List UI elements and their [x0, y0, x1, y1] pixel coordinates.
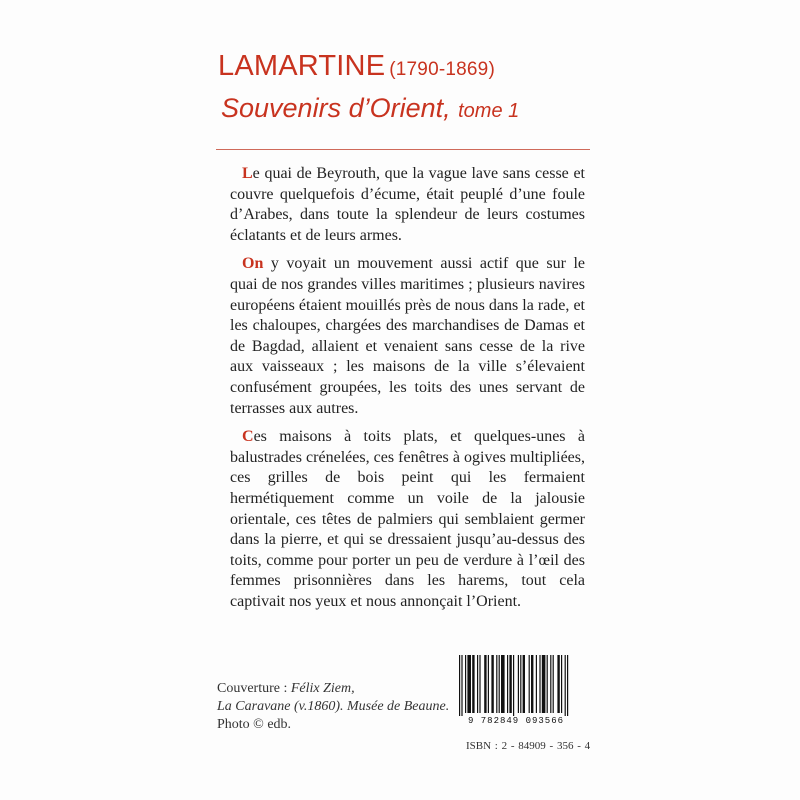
barcode-bars: [455, 655, 577, 719]
barcode-bar: [465, 655, 466, 713]
paragraph-3: [230, 427, 585, 612]
barcode-bar: [550, 655, 551, 713]
barcode-bar: [536, 655, 537, 713]
dropcap-3: C: [242, 428, 254, 446]
barcode-bar: [565, 655, 566, 719]
author-dates: (1790-1869): [389, 59, 495, 80]
paragraph-1: [230, 164, 585, 246]
credit-work: La Caravane (v.1860). Musée de Beaune.: [217, 699, 450, 714]
dropcap-1: L: [242, 165, 253, 182]
paragraph-text-1: e quai de Beyrouth, que la vague lave sans cesse et couvre quelquefois d’écume, était peuplé d’une foule d’Arabes, dans toute la splendeur de leurs costumes éclatants et de leurs armes.: [230, 165, 585, 244]
isbn: ISBN : 2 - 84909 - 356 - 4: [466, 740, 591, 752]
barcode-bar: [488, 655, 489, 713]
barcode-bar: [567, 655, 568, 719]
title-divider: [216, 149, 590, 150]
barcode-bar: [499, 655, 500, 713]
barcode-bar: [479, 655, 480, 713]
barcode-bar: [531, 655, 533, 713]
excerpt-text: [230, 164, 585, 612]
barcode-bar: [467, 655, 471, 713]
barcode-bar: [491, 655, 493, 713]
paragraph-text-2: y voyait un mouvement aussi actif que sur le quai de nos grandes villes maritimes ; plusieurs navires européens étaient mouillés près de nous dans la rade, et les chaloupes, chargées des marchandises de Damas et de Bagdad, allaient et venaient sans cesse de la rive aux vaisseaux ; les maisons de la ville s’élevaient confusément groupées, les toits des unes servant de terrasses aux autres.: [230, 255, 585, 417]
barcode-bar: [539, 655, 540, 713]
credit-artist: Félix Ziem,: [290, 681, 355, 696]
paragraph-2: [230, 254, 585, 419]
barcode-bar: [507, 655, 508, 713]
barcode-bar: [484, 655, 486, 713]
credit-line-1: [217, 680, 449, 698]
barcode-bar: [461, 655, 462, 719]
cover-credit: [217, 680, 449, 734]
dropcap-2: On: [242, 255, 264, 273]
barcode-bar: [547, 655, 548, 713]
barcode-bar: [542, 655, 546, 713]
title-text: Souvenirs d’Orient,: [221, 93, 451, 123]
barcode-bar: [520, 655, 521, 713]
paragraph-text-3: es maisons à toits plats, et quelques-unes à balustrades crénelées, ces fenêtres à ogives multipliées, ces grilles de bois peint qui les fermaient hermétiquement comme un voile de la jalousie orientale, ces têtes de palmiers qui semblaient germer dans la pierre, et qui se dressaient jusqu’au-dessus des toits, comme pour porter un peu de verdure à l’œil des femmes prisonnières dans les harems, tout cela captivait nos yeux et nous annonçait l’Orient.: [230, 428, 585, 610]
barcode-bar: [496, 655, 497, 713]
barcode-bar: [472, 655, 474, 713]
barcode-bar: [477, 655, 478, 713]
barcode-bar: [509, 655, 511, 713]
barcode-bar: [501, 655, 505, 713]
barcode-bar: [553, 655, 554, 713]
author-line: [218, 50, 495, 83]
volume-label: tome 1: [458, 100, 520, 122]
barcode-bar: [459, 655, 460, 719]
barcode-bar: [513, 655, 514, 719]
credit-photo: Photo © edb.: [217, 717, 292, 732]
barcode-bar: [557, 655, 559, 713]
barcode-digits: 9 782849 093566: [455, 716, 577, 726]
credit-label: Couverture :: [217, 681, 288, 696]
barcode-bar: [529, 655, 530, 713]
author-name: LAMARTINE: [218, 50, 386, 82]
book-title: [221, 93, 519, 124]
barcode-bar: [561, 655, 562, 713]
barcode-bar: [523, 655, 525, 713]
barcode-bar: [518, 655, 519, 713]
